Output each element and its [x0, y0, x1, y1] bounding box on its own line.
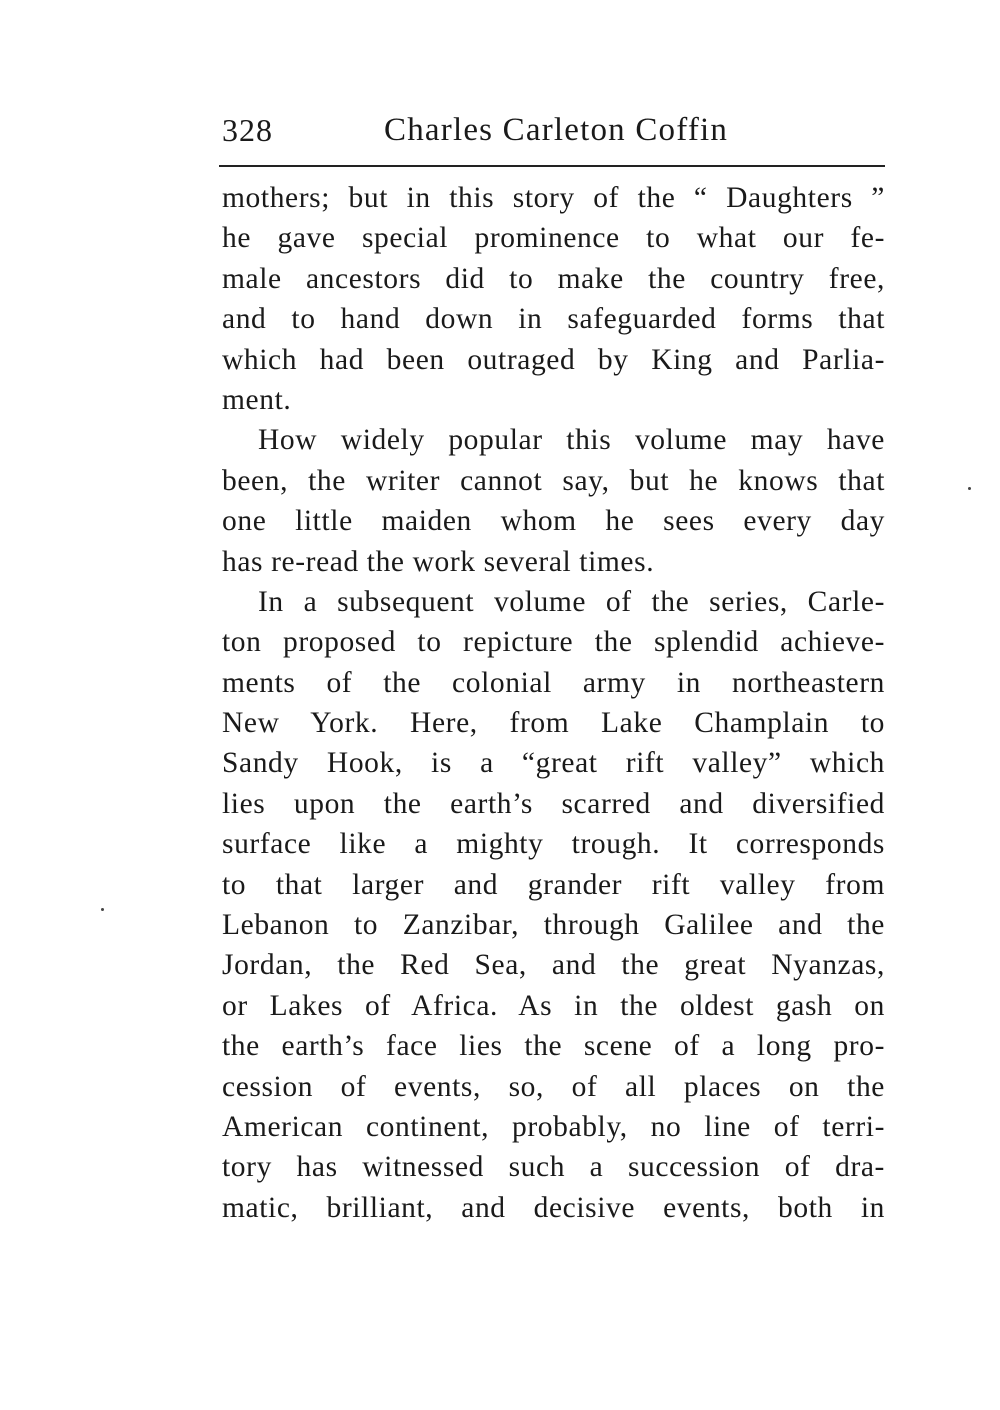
text-line: cession of events, so, of all places on the [222, 1070, 885, 1103]
header-rule [219, 165, 885, 167]
text-line: surface like a mighty trough. It corresponds [222, 828, 885, 861]
body-text [222, 178, 885, 1228]
running-title: Charles Carleton Coffin [384, 112, 729, 148]
text-line: has re-read the work several times. [222, 545, 655, 578]
scan-speck [101, 908, 104, 911]
text-line: mothers; but in this story of the “ Daughters ” [222, 182, 885, 214]
text-line: or Lakes of Africa. As in the oldest gash on [222, 989, 885, 1022]
text-line: New York. Here, from Lake Champlain to [222, 707, 885, 740]
text-line: American continent, probably, no line of terri- [222, 1110, 885, 1143]
text-line: ton proposed to repicture the splendid achieve- [222, 626, 885, 659]
scan-speck [968, 487, 971, 490]
text-line: lies upon the earth’s scarred and diversified [222, 787, 885, 820]
text-line: male ancestors did to make the country free, [222, 262, 885, 295]
text-line: and to hand down in safeguarded forms that [222, 303, 885, 336]
text-line: ment. [222, 383, 292, 416]
text-line: matic, brilliant, and decisive events, both in [222, 1191, 885, 1224]
text-line: ments of the colonial army in northeastern [222, 666, 885, 699]
running-head [222, 112, 886, 162]
paragraph-first-line: How widely popular this volume may have [258, 424, 885, 457]
text-line: been, the writer cannot say, but he knows that [222, 464, 885, 497]
text-line: he gave special prominence to what our fe- [222, 222, 885, 255]
text-line: tory has witnessed such a succession of dra- [222, 1151, 885, 1184]
text-line: Lebanon to Zanzibar, through Galilee and the [222, 909, 885, 942]
page-number: 328 [222, 112, 273, 148]
text-line: which had been outraged by King and Parlia- [222, 343, 885, 376]
text-line: to that larger and grander rift valley from [222, 868, 885, 901]
text-line: Sandy Hook, is a “great rift valley” which [222, 747, 885, 780]
text-line: the earth’s face lies the scene of a long pro- [222, 1030, 885, 1063]
text-line: Jordan, the Red Sea, and the great Nyanzas, [222, 949, 885, 982]
text-line: one little maiden whom he sees every day [222, 505, 885, 538]
paragraph-first-line: In a subsequent volume of the series, Carle- [258, 585, 885, 618]
